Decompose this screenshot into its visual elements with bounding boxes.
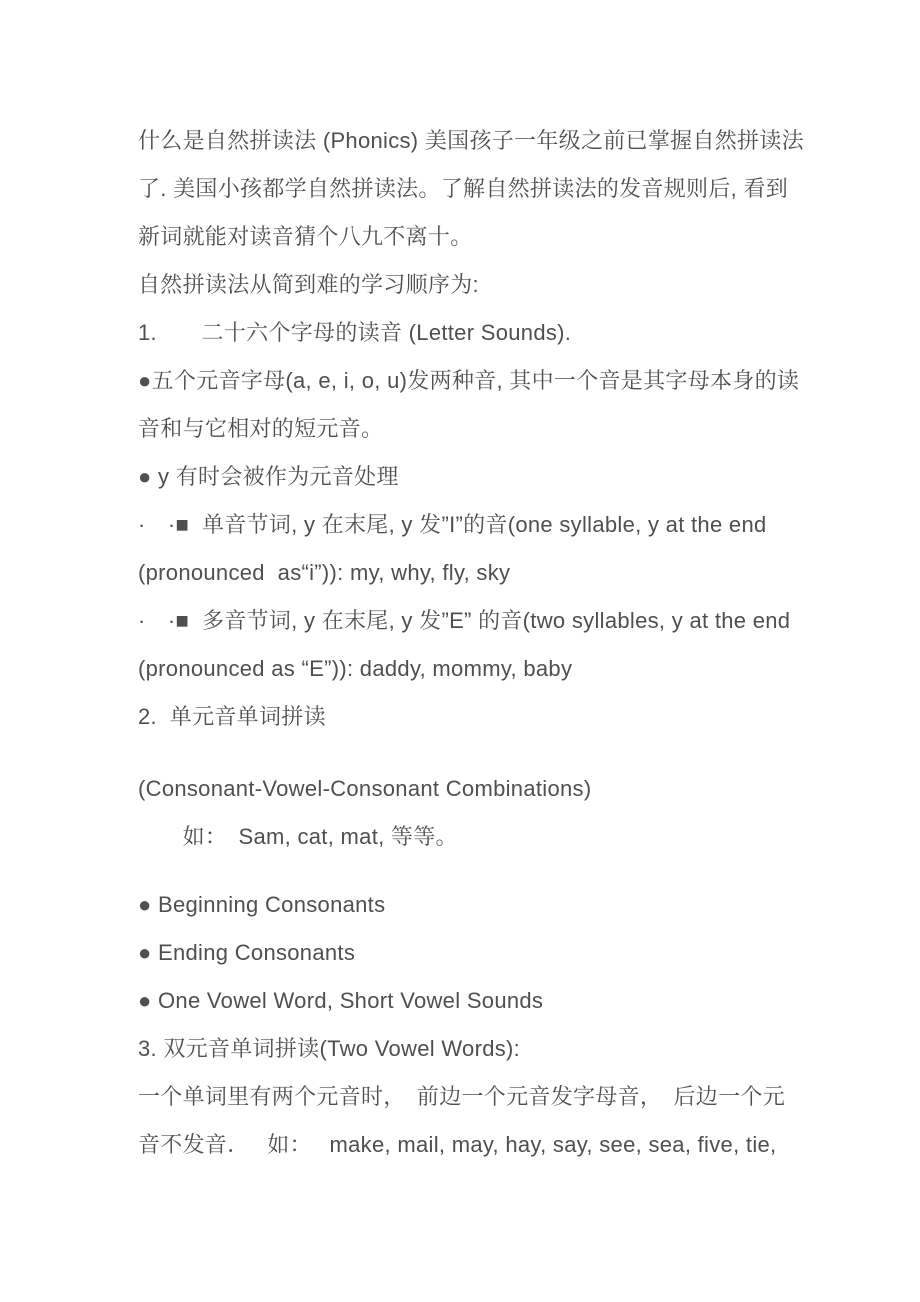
- doc-line: 一个单词里有两个元音时， 前边一个元音发字母音， 后边一个元: [138, 1084, 786, 1109]
- doc-line-sub-bullet: · ·■ 多音节词, y 在末尾, y 发”E” 的音(two syllables, y at the end: [138, 608, 791, 633]
- doc-line-bullet: ●五个元音字母(a, e, i, o, u)发两种音, 其中一个音是其字母本身的读: [138, 368, 800, 393]
- doc-line-sub-bullet: · ·■ 单音节词, y 在末尾, y 发”I”的音(one syllable, y at the end: [138, 512, 767, 537]
- doc-line-bullet: ● Ending Consonants: [138, 940, 356, 965]
- doc-line: 音不发音． 如： make, mail, may, hay, say, see, sea, five, tie,: [138, 1132, 777, 1157]
- doc-line: 自然拼读法从简到难的学习顺序为:: [138, 272, 479, 297]
- doc-line: (pronounced as“i”)): my, why, fly, sky: [138, 560, 511, 585]
- doc-line-numbered-item-2: 2. 单元音单词拼读: [138, 704, 326, 729]
- doc-line-bullet: ● y 有时会被作为元音处理: [138, 464, 399, 489]
- doc-line: (pronounced as “E”)): daddy, mommy, baby: [138, 656, 573, 681]
- doc-line: (Consonant-Vowel-Consonant Combinations): [138, 776, 592, 801]
- doc-line-bullet: ● Beginning Consonants: [138, 892, 386, 917]
- doc-line: 什么是自然拼读法 (Phonics) 美国孩子一年级之前已掌握自然拼读法: [138, 128, 804, 153]
- doc-line: 音和与它相对的短元音。: [138, 416, 384, 441]
- doc-line-numbered-item-1: 1. 二十六个字母的读音 (Letter Sounds).: [138, 320, 572, 345]
- doc-line-numbered-item-3: 3. 双元音单词拼读(Two Vowel Words):: [138, 1036, 521, 1061]
- doc-line-bullet: ● One Vowel Word, Short Vowel Sounds: [138, 988, 544, 1013]
- doc-line: 了. 美国小孩都学自然拼读法。了解自然拼读法的发音规则后, 看到: [138, 176, 789, 201]
- doc-line: 新词就能对读音猜个八九不离十。: [138, 224, 473, 249]
- doc-line: 如： Sam, cat, mat, 等等。: [138, 824, 458, 849]
